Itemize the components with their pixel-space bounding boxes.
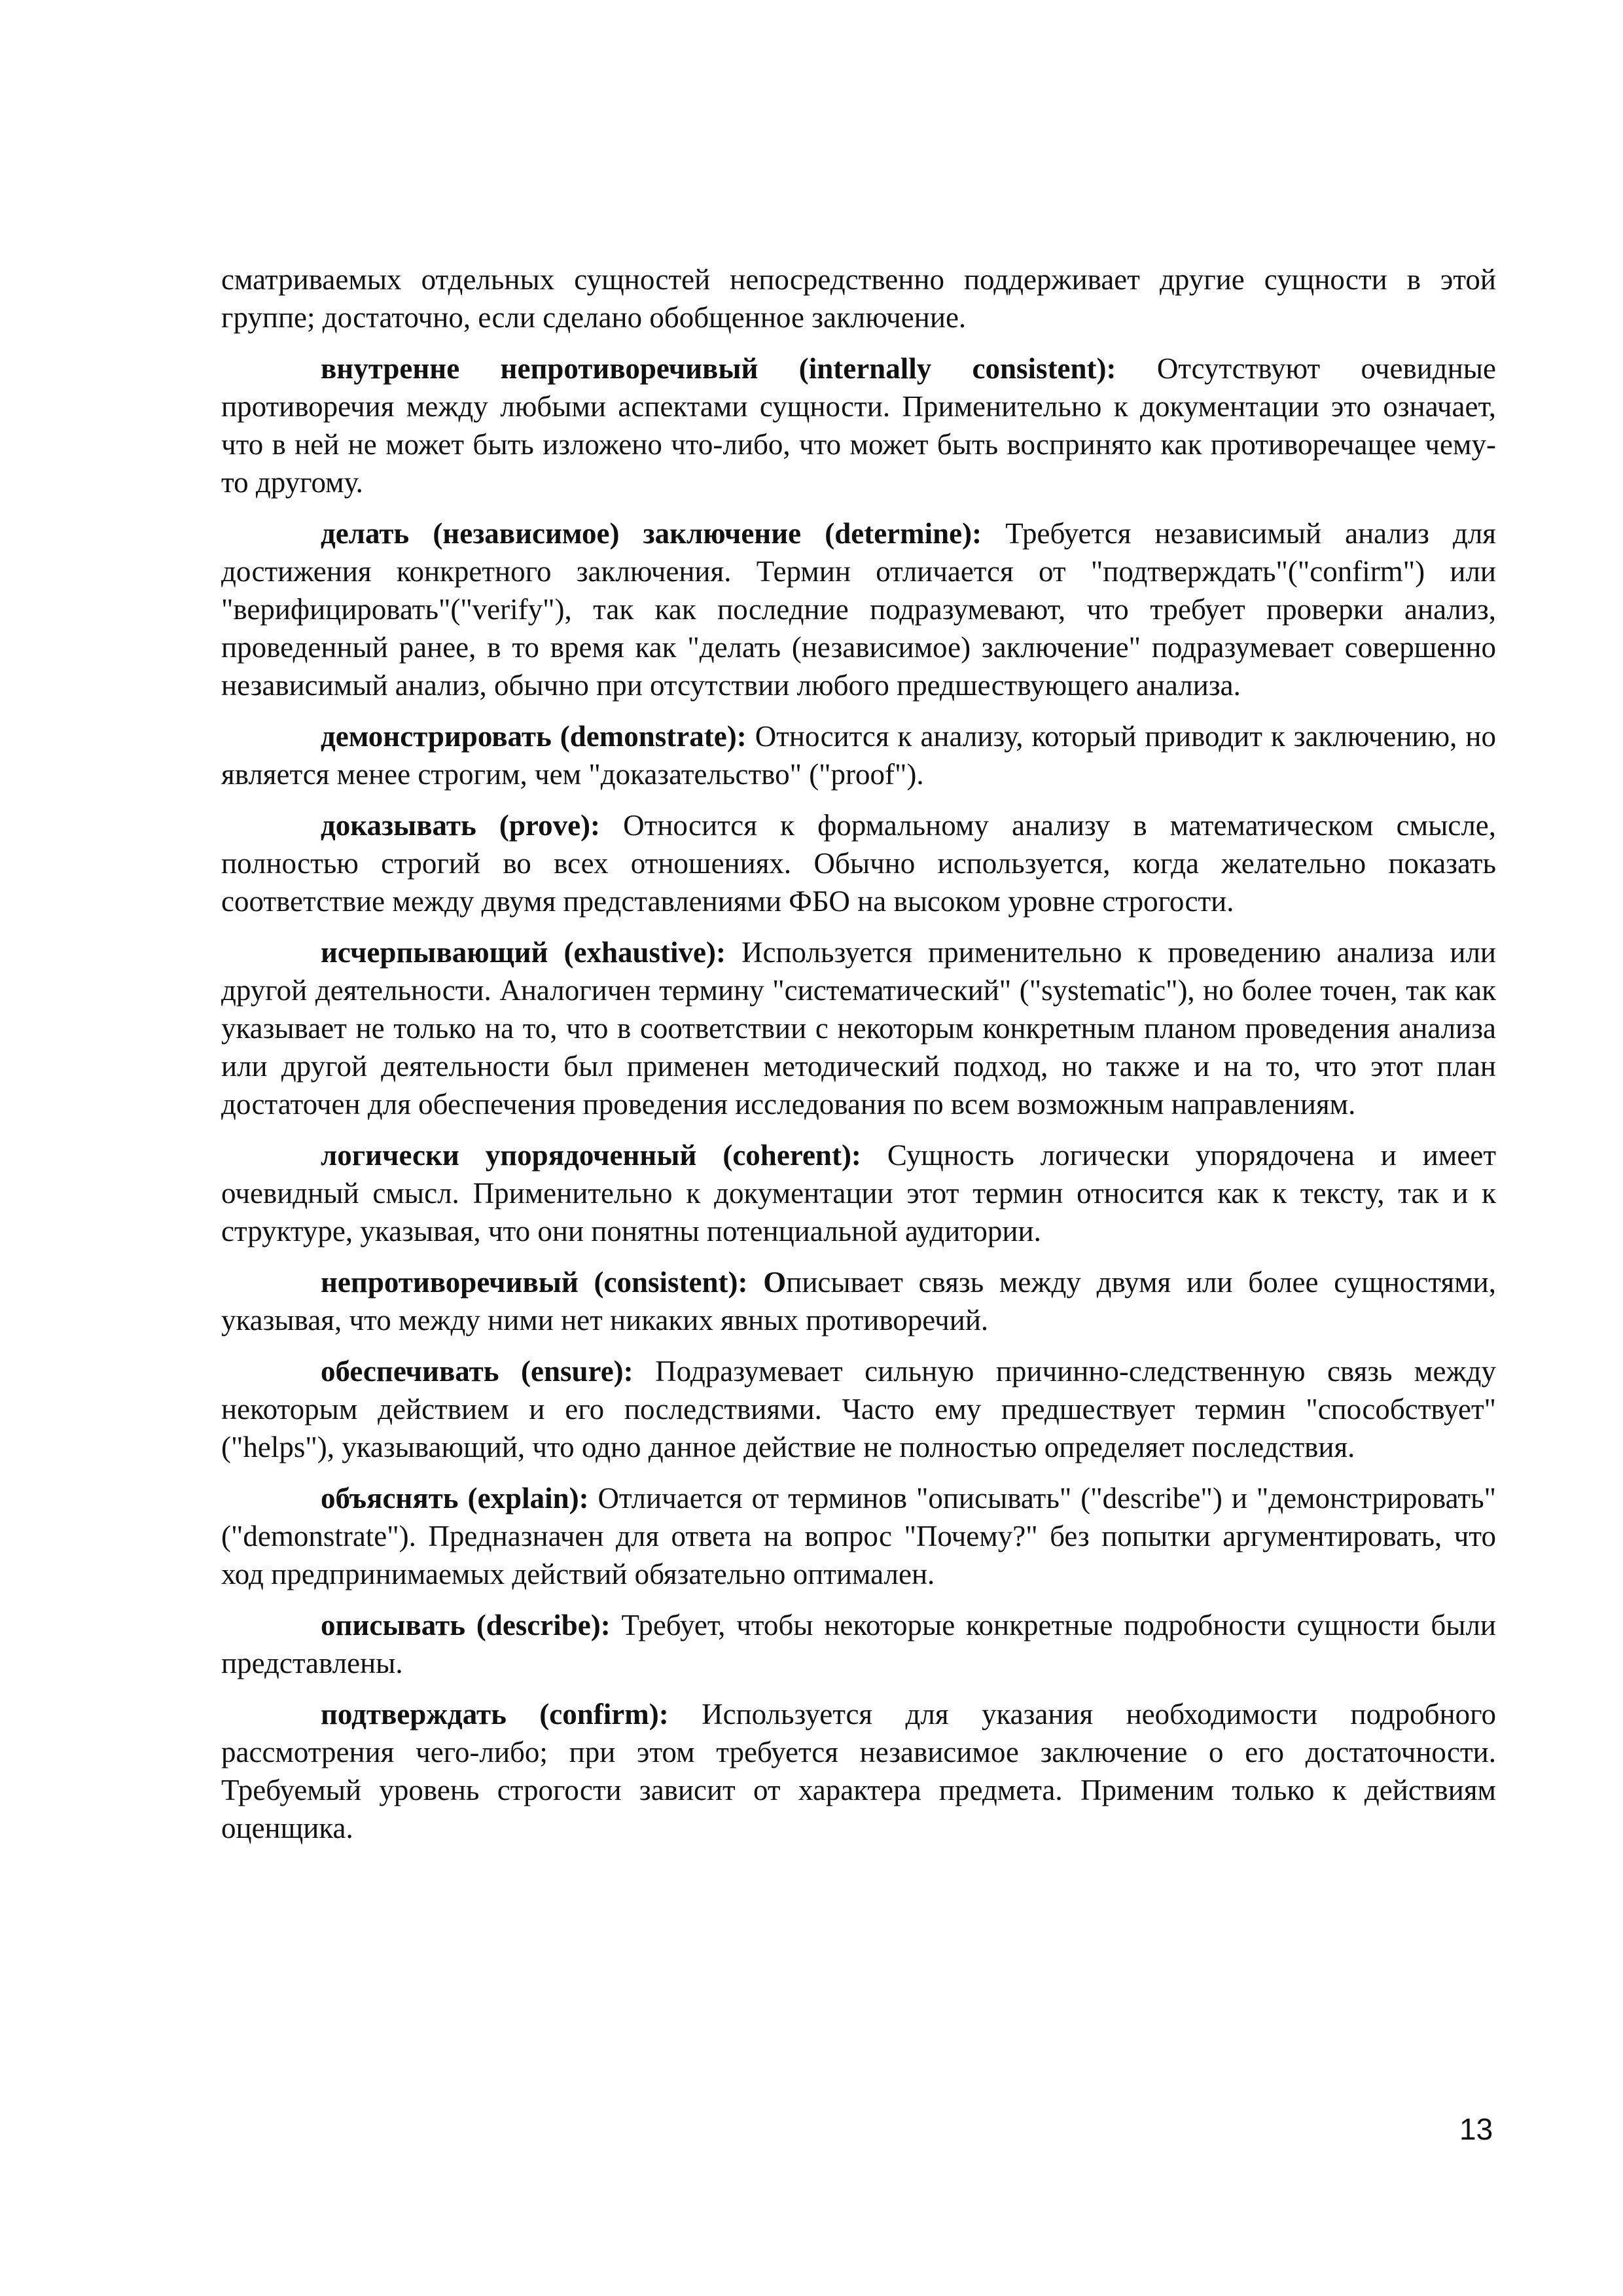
glossary-term: объяснять (explain):	[321, 1482, 589, 1515]
page-number: 13	[1459, 2112, 1493, 2146]
glossary-entry-explain	[221, 1479, 1496, 1593]
glossary-term: подтверждать (confirm):	[321, 1698, 669, 1731]
glossary-definition: Используется применительно к проведению анализа или другой деятельности. Аналогичен термину "систематический" ("systematic"), но более точен, так как указывает не только на то, что в соответствии с некоторым конкретным планом проведения анализа или другой деятельности был применен методический подход, но также и на то, что этот план достаточен для обеспечения проведения исследования по всем возможным направлениям.	[221, 936, 1496, 1121]
glossary-entry-coherent	[221, 1136, 1496, 1250]
glossary-entry-prove	[221, 806, 1496, 920]
glossary-definition: писывает связь между двумя или более сущностями, указывая, что между ними нет никаких явных противоречий.	[221, 1266, 1497, 1336]
glossary-definition: Требует, чтобы некоторые конкретные подробности сущности были представлены.	[221, 1609, 1496, 1679]
glossary-term: исчерпывающий (exhaustive):	[321, 936, 726, 969]
glossary-term: внутренне непротиворечивый (internally consistent):	[321, 352, 1116, 385]
glossary-definition: Отличается от терминов "описывать" ("describe") и "демонстрировать" ("demonstrate"). Предназначен для ответа на вопрос "Почему?" без попытки аргументировать, что ход предпринимаемых действий обязательно оптимален.	[221, 1482, 1496, 1590]
glossary-definition: Используется для указания необходимости подробного рассмотрения чего-либо; при этом требуется независимое заключение о его достаточности. Требуемый уровень строгости зависит от характера предмета. Применим только к действиям оценщика.	[221, 1698, 1496, 1844]
glossary-entry-ensure	[221, 1352, 1496, 1466]
glossary-definition: Относится к анализу, который приводит к заключению, но является менее строгим, чем "доказательство" ("proof").	[221, 720, 1496, 791]
glossary-definition: Относится к формальному анализу в математическом смысле, полностью строгий во всех отношениях. Обычно используется, когда желательно показать соответствие между двумя представлениями ФБО на высоком уровне строгости.	[221, 809, 1496, 918]
continuation-text: сматриваемых отдельных сущностей непосредственно поддерживает другие сущности в этой группе; достаточно, если сделано обобщенное заключение.	[221, 263, 1496, 334]
glossary-definition: Отсутствуют очевидные противоречия между любыми аспектами сущности. Применительно к документации это означает, что в ней не может быть изложено что-либо, что может быть воспринято как противоречащее чему-то другому.	[221, 352, 1496, 499]
glossary-definition: Подразумевает сильную причинно-следственную связь между некоторым действием и его последствиями. Часто ему предшествует термин "способствует" ("helps"), указывающий, что одно данное действие не полностью определяет последствия.	[221, 1355, 1496, 1463]
glossary-term: описывать (describe):	[321, 1609, 611, 1641]
glossary-entry-determine	[221, 514, 1496, 704]
glossary-entry-describe	[221, 1606, 1496, 1682]
glossary-entry-demonstrate	[221, 717, 1496, 793]
glossary-definition: Требуется независимый анализ для достижения конкретного заключения. Термин отличается от "подтверждать"("confirm") или "верифицировать"("verify"), так как последние подразумевают, что требует проверки анализ, проведенный ранее, в то время как "делать (независимое) заключение" подразумевает совершенно независимый анализ, обычно при отсутствии любого предшествующего анализа.	[221, 517, 1496, 702]
glossary-definition: Сущность логически упорядочена и имеет очевидный смысл. Применительно к документации этот термин относится как к тексту, так и к структуре, указывая, что они понятны потенциальной аудитории.	[221, 1139, 1496, 1247]
glossary-term: непротиворечивый (consistent): О	[321, 1266, 787, 1299]
glossary-term: обеспечивать (ensure):	[321, 1355, 633, 1388]
glossary-term: делать (независимое) заключение (determine):	[321, 517, 982, 550]
glossary-term: логически упорядоченный (coherent):	[321, 1139, 861, 1172]
glossary-entry-exhaustive	[221, 933, 1496, 1123]
glossary-term: демонстрировать (demonstrate):	[321, 720, 747, 753]
glossary-term: доказывать (prove):	[321, 809, 601, 842]
glossary-entry-confirm	[221, 1695, 1496, 1847]
document-body	[221, 260, 1496, 1860]
glossary-entry-consistent	[221, 1263, 1496, 1339]
continuation-paragraph	[221, 260, 1496, 336]
glossary-entry-internally-consistent	[221, 350, 1496, 501]
